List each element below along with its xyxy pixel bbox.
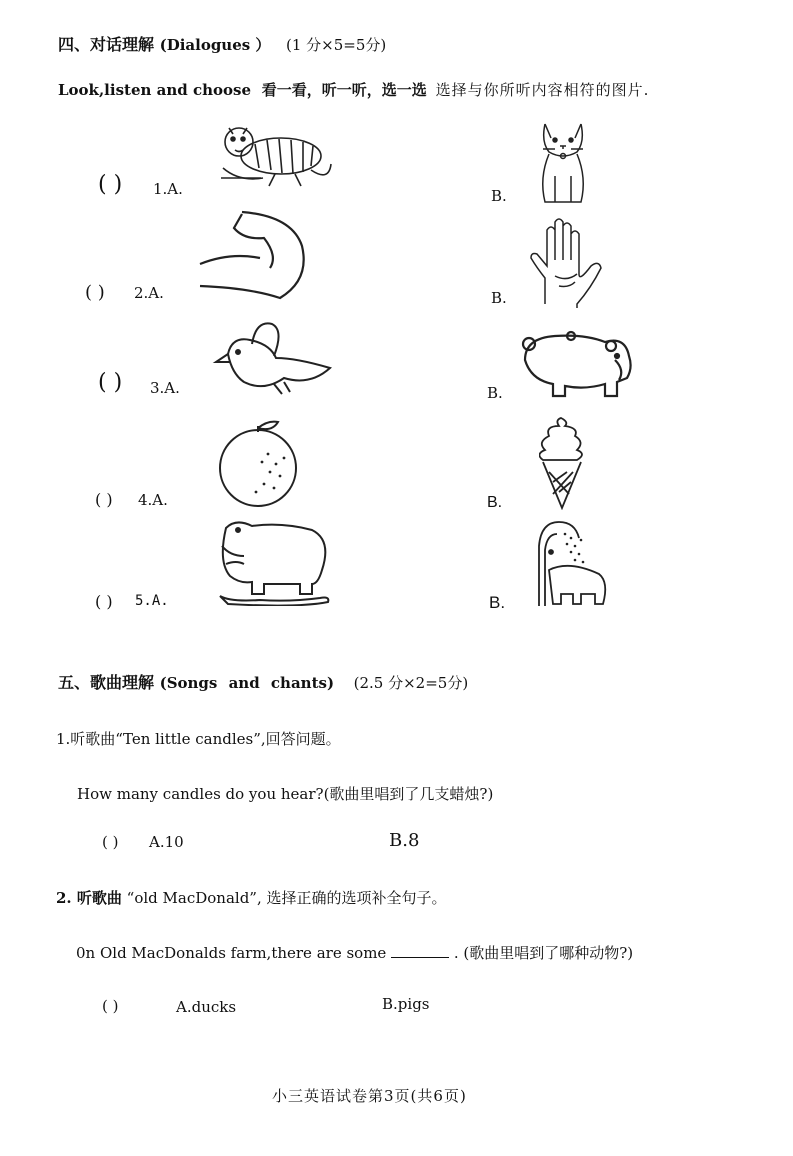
song1-option-b[interactable]: B.8 [389, 830, 420, 851]
item5-label: 5.A. [135, 593, 169, 609]
bird-icon [212, 320, 334, 396]
section5-title [58, 670, 468, 693]
elephant-icon [531, 520, 613, 612]
song1-question: How many candles do you hear?(歌曲里唱到了几支蜡烛?) [77, 785, 494, 803]
item2-label: 2.A. [134, 284, 164, 302]
song2-sentence-text: 0n Old MacDonalds farm,there are some [76, 944, 387, 962]
tiger-icon [215, 118, 335, 190]
section5-title-cn: 五、歌曲理解 [58, 673, 155, 692]
section4-score: (1 分×5=5分) [286, 36, 387, 54]
bear-icon [515, 330, 635, 402]
answer-blank[interactable] [391, 943, 449, 958]
song1-paren[interactable]: ( ) [102, 833, 119, 851]
song2-sentence [76, 942, 633, 963]
item3-paren[interactable]: ( ) [98, 370, 123, 395]
section4-title [58, 32, 386, 55]
arm-icon [198, 208, 314, 304]
orange-icon [212, 418, 304, 510]
song2-sentence-end: . (歌曲里唱到了哪种动物?) [453, 944, 634, 962]
item5-paren[interactable]: ( ) [95, 592, 113, 611]
ice-cream-icon [539, 416, 585, 510]
song1-option-a[interactable]: A.10 [149, 833, 184, 851]
item4-label: 4.A. [138, 491, 168, 509]
section4-title-en: (Dialogues ） [159, 36, 271, 54]
section4-title-cn: 四、对话理解 [58, 35, 155, 54]
song2-paren[interactable]: ( ) [102, 997, 119, 1015]
item4-paren[interactable]: ( ) [95, 490, 113, 509]
song2-prompt [56, 887, 447, 908]
item1-paren[interactable]: ( ) [98, 172, 123, 197]
song2-prompt-rest: “old MacDonald”, 选择正确的选项补全句子。 [126, 889, 447, 907]
instruction-cn: 选择与你所听内容相符的图片. [435, 81, 650, 99]
item2-b-label: B. [491, 289, 507, 307]
instruction-cn-bold: 看一看，听一听，选一选 [261, 81, 427, 99]
song2-option-b[interactable]: B.pigs [382, 995, 430, 1013]
page-footer: 小三英语试卷第3页(共6页) [272, 1087, 467, 1105]
song2-prompt-num: 2. 听歌曲 [56, 889, 122, 907]
item3-label: 3.A. [150, 379, 180, 397]
cat-icon [533, 118, 593, 206]
hippo-icon [216, 518, 334, 606]
hand-icon [527, 216, 611, 308]
item4-b-label: B. [487, 494, 503, 511]
item2-paren[interactable]: ( ) [85, 282, 105, 303]
instruction-en: Look,listen and choose [58, 81, 251, 99]
song1-prompt: 1.听歌曲“Ten little candles”,回答问题。 [56, 730, 341, 748]
section4-instruction [58, 79, 649, 100]
song2-option-a[interactable]: A.ducks [176, 998, 237, 1016]
item1-label: 1.A. [153, 180, 183, 198]
item3-b-label: B. [487, 384, 503, 402]
item1-b-label: B. [491, 187, 507, 205]
item5-b-label: B. [489, 593, 506, 612]
section5-score: (2.5 分×2=5分) [353, 674, 469, 692]
section5-title-en: (Songs and chants) [159, 674, 335, 692]
